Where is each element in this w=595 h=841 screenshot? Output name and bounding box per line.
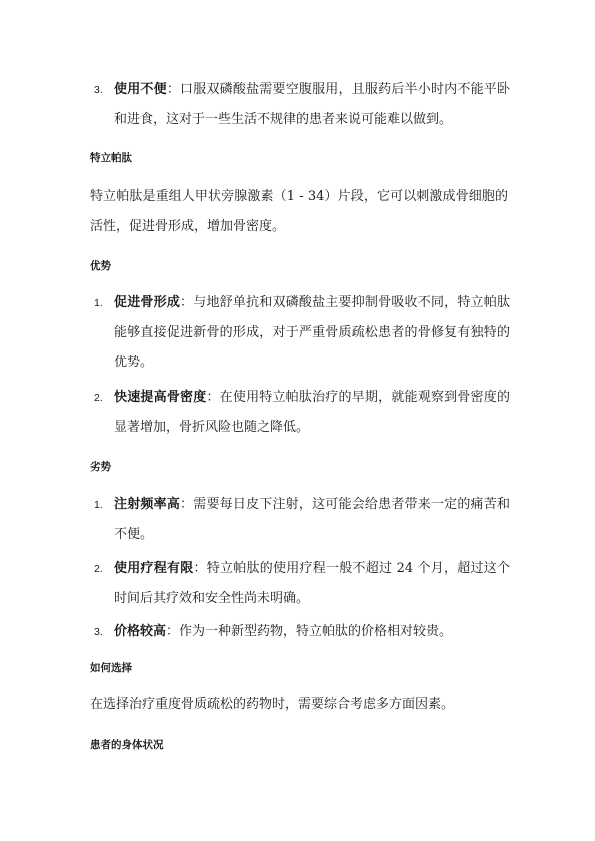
list-item-text: 与地舒单抗和双磷酸盐主要抑制骨吸收不同，特立帕肽能够直接促进新骨的形成，对于严重骨质疏松患者的骨修复有独特的优势。 [114,295,510,370]
list-item-body [114,288,510,378]
list-item-body [114,617,510,647]
list-item-colon: ： [206,390,220,405]
list-item [90,75,510,135]
list-item [90,490,510,550]
list-item-term: 注射频率高 [114,497,181,512]
list-item-term: 快速提高骨密度 [114,390,207,405]
list-item-body [114,490,510,550]
list-item-term: 促进骨形成 [114,295,181,310]
list-number: 1. [94,499,103,511]
list-item [90,617,510,647]
teriparatide-description: 特立帕肽是重组人甲状旁腺激素（1 - 34）片段，它可以刺激成骨细胞的活性，促进骨形成，增加骨密度。 [90,189,508,234]
list-item-colon: ： [193,561,207,576]
list-number: 3. [94,84,103,96]
list-item [90,554,510,614]
list-item-term: 使用不便 [114,82,167,97]
section-heading-how-to-choose: 如何选择 [90,662,132,674]
section-heading-patient-condition: 患者的身体状况 [90,739,164,751]
list-number: 3. [94,626,103,638]
section-heading-disadvantages: 劣势 [90,461,111,473]
list-item-term: 使用疗程有限 [114,561,194,576]
list-item-body [114,383,510,443]
list-item-text: 在使用特立帕肽治疗的早期，就能观察到骨密度的显著增加，骨折风险也随之降低。 [114,390,510,435]
list-item-term: 价格较高 [114,624,167,639]
section-heading-advantages: 优势 [90,260,111,272]
list-item-text: 口服双磷酸盐需要空腹服用，且服药后半小时内不能平卧和进食，这对于一些生活不规律的患者来说可能难以做到。 [114,82,510,127]
how-to-choose-text: 在选择治疗重度骨质疏松的药物时，需要综合考虑多方面因素。 [90,697,455,712]
list-item-text: 特立帕肽的使用疗程一般不超过 24 个月，超过这个时间后其疗效和安全性尚未明确。 [114,561,510,606]
list-item-body [114,554,510,614]
list-item-body [114,75,510,135]
list-item-colon: ： [180,497,194,512]
list-item-text: 需要每日皮下注射，这可能会给患者带来一定的痛苦和不便。 [114,497,510,542]
list-number: 2. [94,392,103,404]
list-item-colon: ： [166,82,181,97]
section-heading-teriparatide: 特立帕肽 [90,152,132,164]
list-number: 1. [94,297,103,309]
list-item [90,383,510,443]
list-item-text: 作为一种新型药物，特立帕肽的价格相对较贵。 [179,624,453,639]
list-number: 2. [94,563,103,575]
list-item-colon: ： [180,295,194,310]
list-item [90,288,510,378]
list-item-colon: ： [166,624,180,639]
